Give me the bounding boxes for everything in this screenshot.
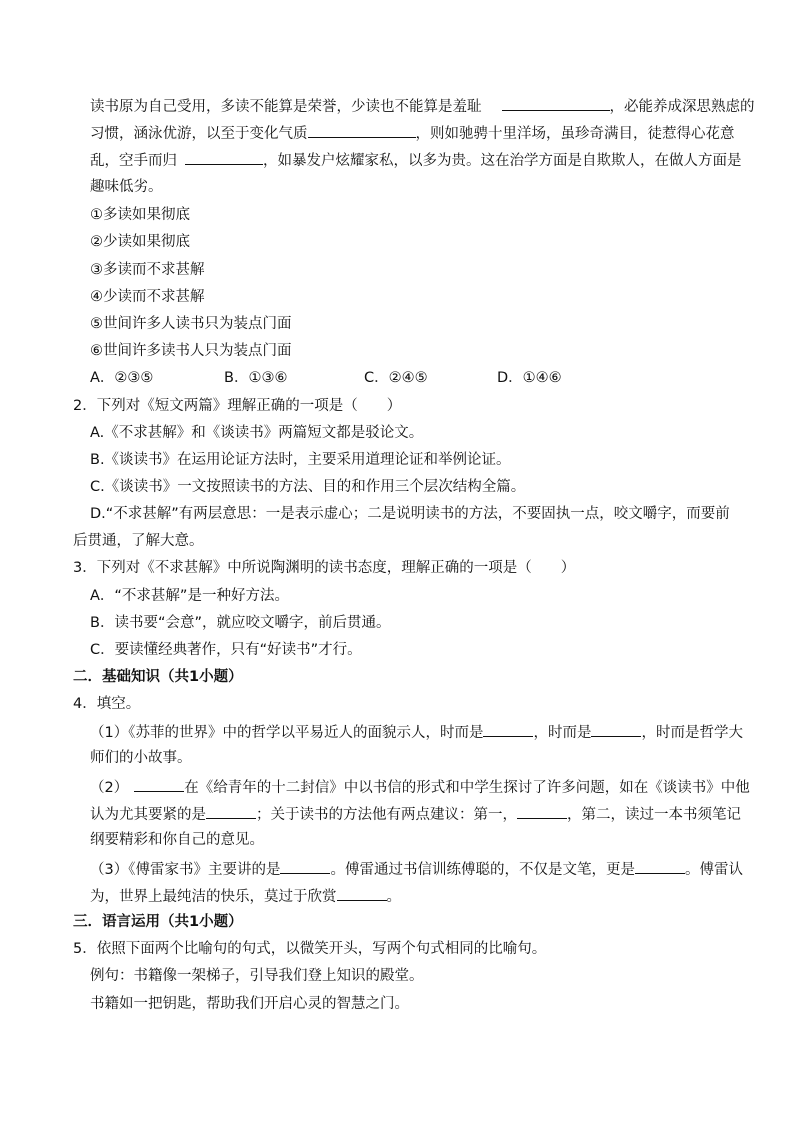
q4-text: 在《给青年的十二封信》中以书信的形式和中学生探讨了许多问题，如在《谈读书》中他 — [184, 780, 750, 796]
answer-blank[interactable] — [635, 858, 685, 874]
q4-text: ，时而是 — [533, 725, 592, 741]
answer-blank[interactable] — [206, 803, 256, 819]
q4-text: 为，世界上最纯洁的快乐，莫过于欣赏 — [90, 889, 337, 905]
q3-stem: 3．下列对《不求甚解》中所说陶渊明的读书态度，理解正确的一项是（ ） — [73, 560, 576, 576]
q2-option-d[interactable]: D.“不求甚解”有两层意思：一是表示虚心；二是说明读书的方法，不要固执一点，咬文嚼字，而要前 — [90, 506, 730, 522]
answer-blank[interactable] — [591, 721, 641, 737]
passage-text: ，必能养成深思熟虑的 — [609, 99, 755, 115]
choice-5: ⑤世间许多人读书只为装点门面 — [90, 316, 292, 332]
q5-stem: 5．依照下面两个比喻句的句式，以微笑开头，写两个句式相同的比喻句。 — [73, 941, 547, 957]
q1-option-a[interactable]: A．②③⑤ — [90, 370, 154, 386]
answer-blank[interactable] — [483, 721, 533, 737]
q4-part-3 — [90, 858, 743, 880]
q2-option-a[interactable]: A.《不求甚解》和《谈读书》两篇短文都是驳论文。 — [90, 425, 424, 441]
passage-line-1 — [90, 95, 755, 117]
section-heading-3: 三．语言运用（共1小题） — [73, 914, 243, 930]
q3-option-b[interactable]: B．读书要“会意”，就应咬文嚼字，前后贯通。 — [90, 615, 391, 631]
passage-text: 乱，空手而归 — [90, 153, 177, 169]
choice-2: ②少读如果彻底 — [90, 234, 190, 250]
passage-text: 读书原为自己受用，多读不能算是荣誉，少读也不能算是羞耻 — [90, 99, 482, 115]
q2-option-c[interactable]: C.《谈读书》一文按照读书的方法、目的和作用三个层次结构全篇。 — [90, 479, 526, 495]
q4-text: 认为尤其要紧的是 — [90, 807, 206, 823]
q5-example-1: 例句：书籍像一架梯子，引导我们登上知识的殿堂。 — [90, 968, 424, 984]
q4-part-1 — [90, 721, 743, 743]
q4-stem: 4．填空。 — [73, 696, 141, 712]
choice-6: ⑥世间许多读书人只为装点门面 — [90, 343, 292, 359]
answer-blank[interactable] — [134, 776, 184, 792]
answer-blank[interactable] — [337, 885, 387, 901]
passage-line-4: 趣味低劣。 — [90, 179, 163, 195]
q1-option-c[interactable]: C．②④⑤ — [364, 370, 428, 386]
choice-3: ③多读而不求甚解 — [90, 262, 205, 278]
q4-text: ，时而是哲学大 — [641, 725, 743, 741]
passage-text: 习惯，涵泳优游，以至于变化气质 — [90, 126, 308, 142]
q4-text: 。 — [386, 889, 401, 905]
passage-text: ，如暴发户炫耀家私，以多为贵。这在治学方面是自欺欺人，在做人方面是 — [263, 153, 742, 169]
q4-part-2 — [90, 776, 750, 798]
q4-part-1-cont: 师们的小故事。 — [90, 750, 192, 766]
q2-stem: 2．下列对《短文两篇》理解正确的一项是（ ） — [73, 398, 402, 414]
q4-text: ，第二，读过一本书须笔记 — [567, 807, 741, 823]
q2-option-b[interactable]: B.《谈读书》在运用论证方法时，主要采用道理论证和举例论证。 — [90, 452, 511, 468]
passage-text: ，则如驰骋十里洋场，虽珍奇满目，徒惹得心花意 — [415, 126, 735, 142]
q4-text: （2） — [90, 780, 129, 796]
q4-text: 。傅雷通过书信训练傅聪的，不仅是文笔，更是 — [330, 862, 635, 878]
answer-blank[interactable] — [502, 95, 610, 111]
q5-example-2: 书籍如一把钥匙，帮助我们开启心灵的智慧之门。 — [90, 996, 409, 1012]
answer-blank[interactable] — [517, 803, 567, 819]
answer-blank[interactable] — [185, 149, 263, 165]
answer-blank[interactable] — [280, 858, 330, 874]
section-heading-2: 二．基础知识（共1小题） — [73, 669, 243, 685]
q4-text: 。傅雷认 — [684, 862, 743, 878]
q4-text: （3）《傅雷家书》主要讲的是 — [90, 862, 281, 878]
choice-4: ④少读而不求甚解 — [90, 289, 205, 305]
q3-option-c[interactable]: C．要读懂经典著作，只有“好读书”才行。 — [90, 642, 362, 658]
q4-text: （1）《苏菲的世界》中的哲学以平易近人的面貌示人，时而是 — [90, 725, 484, 741]
q4-part-2-line-3: 纲要精彩和你自己的意见。 — [90, 832, 264, 848]
q4-part-2-line-2 — [90, 803, 741, 825]
q1-option-b[interactable]: B．①③⑥ — [224, 370, 288, 386]
passage-line-2 — [90, 122, 735, 144]
q1-option-d[interactable]: D．①④⑥ — [497, 370, 562, 386]
q3-option-a[interactable]: A．“不求甚解”是一种好方法。 — [90, 588, 289, 604]
passage-line-3 — [90, 149, 742, 171]
q4-part-3-line-2 — [90, 885, 401, 907]
q4-text: ；关于读书的方法他有两点建议：第一， — [256, 807, 517, 823]
answer-blank[interactable] — [308, 122, 416, 138]
q2-option-d-cont: 后贯通，了解大意。 — [73, 533, 204, 549]
choice-1: ①多读如果彻底 — [90, 207, 190, 223]
